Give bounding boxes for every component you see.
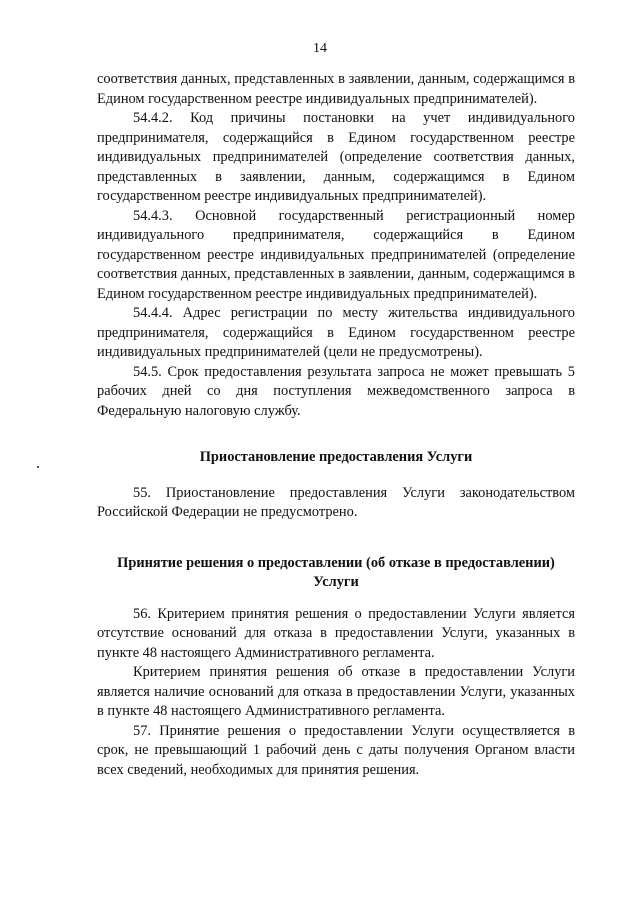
paragraph-54-4-3: 54.4.3. Основной государственный регистрационный номер индивидуального предпринимателя, содержащийся в Едином государственном реестре индивидуальных предпринимателей (определение соответствия данных, представленных в заявлении, данным, содержащимся в Едином государственном реестре индивидуальных предпринимателей). xyxy=(97,207,575,302)
paragraph-56: 56. Критерием принятия решения о предоставлении Услуги является отсутствие оснований для отказа в предоставлении Услуги, указанных в пункте 48 настоящего Административного регламента. xyxy=(97,605,575,661)
spacer xyxy=(97,468,575,484)
paragraph-continuation: соответствия данных, представленных в заявлении, данным, содержащимся в Едином государственном реестре индивидуальных предпринимателей). xyxy=(97,71,575,107)
page-number: 14 xyxy=(313,41,327,56)
paragraph-56-refusal: Критерием принятия решения об отказе в предоставлении Услуги является наличие оснований для отказа в предоставлении Услуги, указанных в пункте 48 настоящего Административного регламента. xyxy=(97,664,575,719)
section-heading-decision-line2: Услуги xyxy=(313,574,359,590)
paragraph-57: 57. Принятие решения о предоставлении Услуги осуществляется в срок, не превышающий 1 рабочий день с даты получения Органом власти всех сведений, необходимых для принятия решения. xyxy=(97,722,575,778)
spacer xyxy=(97,523,575,554)
spacer xyxy=(97,421,575,448)
paragraph-54-5: 54.5. Срок предоставления результата запроса не может превышать 5 рабочих дней со дня поступления межведомственного запроса в Федеральную налоговую службу. xyxy=(97,363,575,419)
scan-speck xyxy=(37,466,39,468)
document-body xyxy=(97,70,575,780)
section-heading-suspension: Приостановление предоставления Услуги xyxy=(199,449,473,465)
section-heading-decision xyxy=(97,554,575,593)
paragraph-54-4-2: 54.4.2. Код причины постановки на учет индивидуального предпринимателя, содержащийся в Едином государственном реестре индивидуальных предпринимателей (определение соответствия данных, представленных в заявлении, данным, содержащимся в Едином государственном реестре индивидуальных предпринимателей). xyxy=(97,110,575,204)
section-heading-decision-line1: Принятие решения о предоставлении (об отказе в предоставлении) xyxy=(117,554,555,571)
spacer xyxy=(97,593,575,605)
paragraph-54-4-4: 54.4.4. Адрес регистрации по месту жительства индивидуального предпринимателя, содержащийся в Едином государственном реестре индивидуальных предпринимателей (цели не предусмотрены). xyxy=(97,305,575,360)
paragraph-55: 55. Приостановление предоставления Услуги законодательством Российской Федерации не предусмотрено. xyxy=(97,484,575,520)
